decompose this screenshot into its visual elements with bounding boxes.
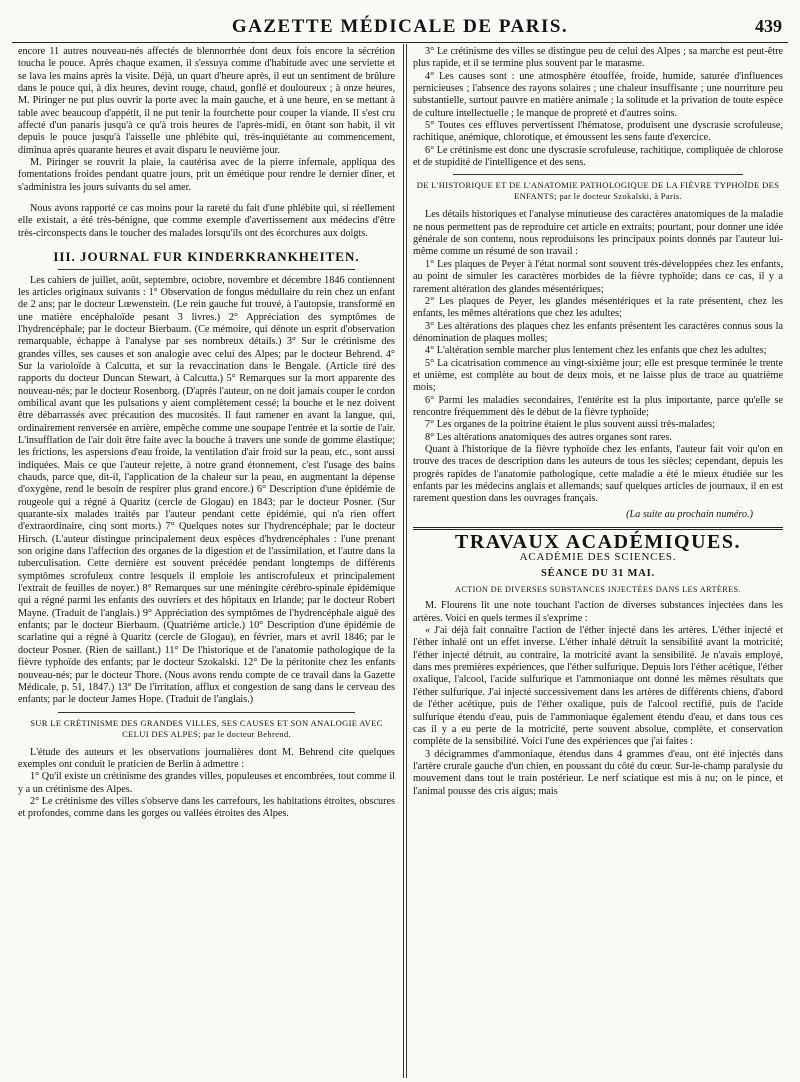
section-rule — [58, 269, 355, 270]
paragraph: 3 décigrammes d'ammoniaque, étendus dans 4 grammes d'eau, ont été injectés dans l'artère crurale gauche d'un chien, en poussant du côté du cœur. Sur-le-champ paralysie du mouvement dans tout le train postérieur. Le nerf sciatique est mis à nu; on le pince, et l'animal pousse des cris aigus; mais — [413, 748, 783, 797]
section-title: TRAVAUX ACADÉMIQUES. — [455, 531, 741, 554]
section-rule — [58, 712, 355, 713]
paragraph: L'étude des auteurs et les observations journalières dont M. Behrend cite quelques exemples ont conduit le praticien de Berlin à admettre : — [18, 746, 395, 770]
paragraph: 2° Le crétinisme des villes s'observe dans les carrefours, les habitations étroites, obscures et profondes, comme dans les gorges ou vallées étroites des Alpes. — [18, 795, 395, 820]
paragraph: 3° Le crétinisme des villes se distingue peu de celui des Alpes ; sa marche est peut-être plus rapide, et il se termine plus souvent par le marasme. — [413, 46, 783, 70]
paragraph: 2° Les plaques de Peyer, les glandes mésentériques et la rate présentent, chez les enfants, les mêmes altérations que chez les adultes; — [413, 295, 783, 320]
paragraph: 4° L'altération semble marcher plus lentement chez les enfants que chez les adultes; — [425, 345, 767, 357]
continued-note: (La suite au prochain numéro.) — [626, 508, 753, 520]
academy-heading: ACADÉMIE DES SCIENCES. — [519, 551, 677, 564]
masthead — [12, 6, 788, 43]
paragraph: « J'ai déjà fait connaître l'action de l'éther injecté dans les artères. L'éther injecté et l'éther inhalé ont un effet inverse. L'éther inhalé détruit la sensibilité avant la motricité; l'éther injecté détruit, au contraire, la motricité avant la sensibilité. Je n'avais employé, dans mes premières expériences, que l'éther sulfurique. Depuis lors l'éther acétique, l'éther oxalique, l'alcool, l'acide sulfurique et l'ammoniaque ont donné les mêmes résultats que l'éther sulfurique. J'ai injecté successivement dans les artères de différents chiens, d'abord de l'éther acétique, puis de l'éther oxalique, puis de l'alcool rectifié, puis de l'acide sulfurique étendu d'eau, puis de l'ammoniaque également étendu d'eau, et dans tous ces cas il y a eu perte de la motricité, perte souvent absolue, complète, et conservation complète de la sensibilité. Voici l'une des expériences que j'ai faites : — [413, 625, 783, 748]
paragraph: 5° Toutes ces effluves pervertissent l'hématose, produisent une dyscrasie scrofuleuse, rachitique, anémique, chlorotique, et émoussent les sens faute d'exercice. — [413, 120, 783, 144]
paragraph: Nous avons rapporté ce cas moins pour la rareté du fait d'une phlébite qui, si réellement elle existait, a été très-bénigne, que comme exemple d'avertissement aux médecins d'être très-circonspects dans le toucher des malades lorsqu'ils ont des écorchures aux doigts. — [18, 203, 395, 239]
paragraph: 5° La cicatrisation commence au vingt-sixième jour; elle est presque terminée le trente et unième, est complète au bout de deux mois, et ne laisse plus de trace au quatrième mois; — [413, 357, 783, 394]
paragraph: 1° Les plaques de Peyer à l'état normal sont souvent très-développées chez les enfants, au point de simuler les caractères morbides de la fièvre typhoïde; dans ce cas, il y a rarement altération des glandes mésentériques; — [413, 258, 783, 295]
paragraph: M. Piringer se rouvrit la plaie, la cautérisa avec de la pierre infernale, appliqua des fomentations froides pendant quatre jours, prit un émétique pour rendre le dernier dîner, et s'administra les jours suivants du sel amer. — [18, 157, 395, 193]
section-title: III. JOURNAL FUR KINDERKRANKHEITEN. — [53, 249, 360, 265]
journal-title: GAZETTE MÉDICALE DE PARIS. — [231, 16, 569, 37]
paragraph: 3° Les altérations des plaques chez les enfants présentent les caractères connus sous la dénomination de plaques molles; — [413, 320, 783, 344]
paragraph: 4° Les causes sont : une atmosphère étouffée, froide, humide, saturée d'influences pernicieuses ; l'absence des rayons solaires ; une chaleur insuffisante ; une nourriture peu substantielle, surtout pauvre en matière animale ; la solitude et la privation de toute espèce de culture intellectuelle ; le manque de propreté et d'autres soins. — [413, 70, 783, 119]
section-rule — [453, 174, 743, 175]
page-number: 439 — [755, 16, 782, 36]
left-column — [18, 46, 395, 1078]
paragraph: 6° Le crétinisme est donc une dyscrasie scrofuleuse, rachitique, compliquée de chlorose et de stupidité de l'intelligence et des sens. — [413, 144, 783, 169]
column-divider — [403, 44, 404, 1078]
paragraph: encore 11 autres nouveau-nés affectés de blennorrhée dont deux fois encore la sécrétion toucha le pouce. Après chaque examen, il s'essuya comme d'habitude avec une serviette et se lava les mains après la visite. Déjà, un quart d'heure après, il eut un sentiment de brûlure dans le pouce qui, à dix heures, devint rouge, chaud, gonflé et douloureux ; à onze heures, M. Piringer ne put plus ouvrir la porte avec la main gauche, et à une heure, en se mettant à table avec beaucoup d'appétit, il ne put tenir la fourchette pour couper la viande. Il s'est cru affecté d'un panaris jusqu'à ce qu'à trois heures de l'après-midi, en ôtant son habit, il vit depuis le pouce jusqu'à l'aisselle une phlébite qui, très-inquiétante au commencement, diminua après quarante heures et avait disparu le neuvième jour. — [18, 46, 395, 156]
section-rule — [413, 527, 783, 530]
paragraph: Quant à l'historique de la fièvre typhoïde chez les enfants, l'auteur fait voir qu'on en trouve des traces de description dans les auteurs de tous les siècles; cependant, depuis les progrès rapides de l'anatomie pathologique, cette maladie a été le mieux étudiée sur les enfants par les médecins anglais et allemands; sauf quelques articles de journaux, il en est rarement question dans les ouvrages français. — [413, 443, 783, 505]
paragraph: 7° Les organes de la poitrine étaient le plus souvent aussi très-malades; — [425, 419, 715, 431]
paragraph: Les cahiers de juillet, août, septembre, octobre, novembre et décembre 1846 contiennent les articles originaux suivants : 1° Observation de fongus médullaire du rein chez un enfant de 2 ans; par le docteur Lœwenstein. (Le rein gauche fut trouvé, à l'autopsie, transformé en une matière encéphaloïde pesant 3 livres.) 2° Appréciation des symptômes de l'hydrencéphale; par le docteur Bierbaum. (Ce mémoire, qui dénote un esprit d'observation remarquable, échappe à l'analyse par ses nombreux détails.) 3° Sur le crétinisme des grandes villes, ses causes et son analogie avec celui des Alpes; par le docteur Behrend. 4° Sur la varioloïde à Calcutta, et sur la revaccination dans le Bengale. (Article tiré des rapports du docteur Duncan Stewart, à Calcutta.) 5° Remarques sur la mort apparente des nouveau-nés; par le docteur Rosenborg. (D'après l'auteur, on ne doit jamais couper le cordon ombilical avant que les pulsations y aient complètement cessé; la bouche et le nez doivent être débarrassés avec précaution des mucosités. Il faut ramener en avant la langue, qui, ordinairement renversée en arrière, empêche comme une soupape l'entrée et la sortie de l'air. L'insufflation de l'air doit être faite avec la bouche à travers une sonde de gomme élastique; les frictions, les aspersions d'eau froide, la ventilation d'air froid sur la peau, etc., sont aussi indiquées. Mais ce que l'auteur rejette, à notre grand étonnement, c'est l'usage des bains chauds, parce que, dit-il, l'application de la chaleur sur la peau, en augmentant la dépense d'oxygène, rend le besoin de respirer plus grand encore.) 6° Description d'une épidémie de rougeole qui a régné à Quaritz (cercle de Glogau) en 1843; par le docteur Posner. (Sur quarante-six malades traités par l'auteur pendant cette épidémie, qui n'a rien offert d'extraordinaire, cinq sont morts.) 7° Quelques notes sur l'hydrencéphale; par le docteur Hirsch. (L'auteur distingue principalement deux espèces d'hydrencéphales : l'une prenant son origine dans l'affection des organes de la digestion et de l'assimilation, et l'autre dans la tuberculisation. Cette dernière est souvent précédée pendant longtemps de différents symptômes scrofuleux contre lesquels il emploie les antiscrofuleux et principalement l'extrait de feuilles de noyer.) 8° Remarques sur une méningite cérébro-spinale épidémique qui a régné parmi les enfants des ouvriers et des hôpitaux en Irlande; par le docteur Robert Mayne. (Traduit de l'anglais.) 9° Appréciation des symptômes de l'hydrencéphale aiguë des enfants; par le docteur Bierbaum. (Quatrième article.) 10° Description d'une épidémie de scarlatine qui a régné à Quaritz (cercle de Glogau), en février, mars et avril 1846; par le docteur Posner. (Rien de saillant.) 11° De l'historique et de l'anatomie pathologique de la fièvre typhoïde des enfants; par le docteur Szokalski. 12° De la péritonite chez les enfants nouveau-nés; par le docteur Thore. (Nous avons rendu compte de ce travail dans la Gazette Médicale, p. 51, 1847.) 13° De l'irritation, afflux et congestion de sang dans le cerveau des enfants; par le docteur James Hope. (Traduit de l'anglais.) — [18, 274, 395, 706]
article-heading: DE L'HISTORIQUE ET DE L'ANATOMIE PATHOLOGIQUE DE LA FIÈVRE TYPHOÏDE DES ENFANTS; par le docteur Szokalski, à Paris. — [416, 180, 780, 202]
paragraph: 1° Qu'il existe un crétinisme des grandes villes, populeuses et encombrées, tout comme il y a un crétinisme des Alpes. — [18, 771, 395, 795]
column-divider — [406, 44, 407, 1078]
paragraph: Les détails historiques et l'analyse minutieuse des caractères anatomiques de la maladie ne nous permettent pas de reproduire cet article en extraits; pourtant, pour donner une idée générale de son contenu, nous reproduisons les principaux points donnés par l'auteur lui-même comme un résumé de son travail : — [413, 209, 783, 258]
paragraph: 8° Les altérations anatomiques des autres organes sont rares. — [425, 431, 672, 443]
paragraph: M. Flourens lit une note touchant l'action de diverses substances injectées dans les artères. Voici en quels termes il s'exprime : — [413, 600, 783, 624]
right-column — [413, 46, 783, 1078]
paragraph: 6° Parmi les maladies secondaires, l'entérite est la plus importante, parce qu'elle se rencontre fréquemment dès le début de la fièvre typhoïde; — [413, 394, 783, 418]
article-heading: SUR LE CRÉTINISME DES GRANDES VILLES, SES CAUSES ET SON ANALOGIE AVEC CELUI DES ALPES; par le docteur Behrend. — [30, 717, 383, 739]
article-heading: ACTION DE DIVERSES SUBSTANCES INJECTÉES DANS LES ARTÈRES. — [455, 585, 741, 595]
session-date: SÉANCE DU 31 MAI. — [541, 567, 655, 579]
